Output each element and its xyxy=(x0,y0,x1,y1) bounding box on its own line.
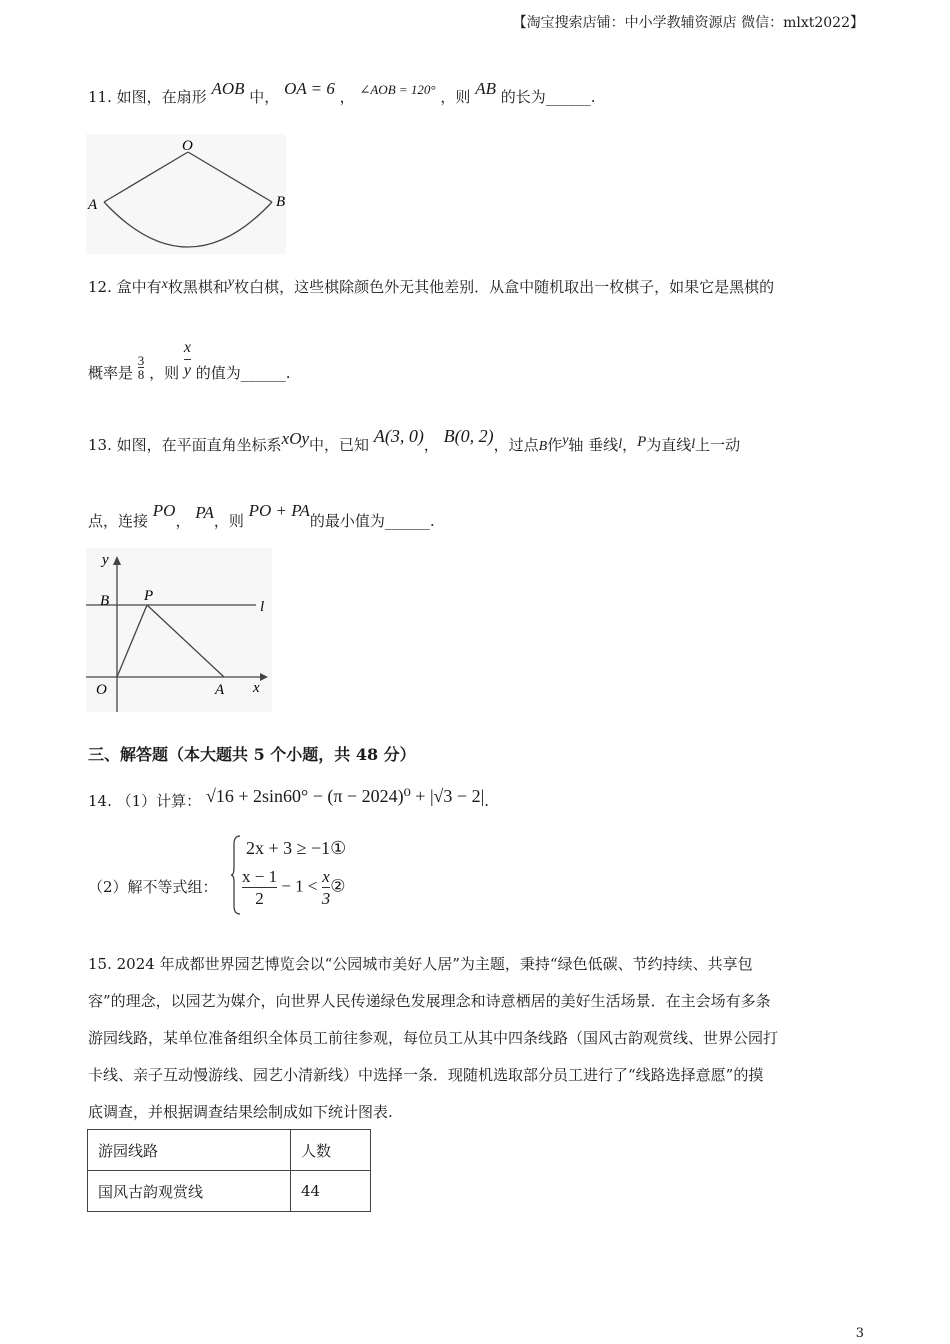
table-cell: 国风古韵观赏线 xyxy=(88,1171,291,1212)
q11-sector: AOB xyxy=(211,79,245,98)
q13-point-a: A(3, 0) xyxy=(373,426,424,446)
inequality-2 xyxy=(242,868,346,907)
q11-text: 如图，在扇形 xyxy=(116,88,207,106)
frac-num: x xyxy=(322,867,330,886)
q12-text: 的值为______. xyxy=(195,363,291,382)
q12-text: 枚白棋，这些棋除颜色外无其他差别．从盒中随机取出一枚棋子，如果它是黑棋的 xyxy=(234,278,775,296)
table-header-row xyxy=(88,1130,371,1171)
q13-var-p: P xyxy=(637,434,647,450)
q11-text: 中， xyxy=(249,88,280,106)
probability-fraction xyxy=(138,354,145,381)
q11-angle: ∠AOB = 120° xyxy=(359,82,436,97)
q13-system: xOy xyxy=(281,429,310,448)
q11-text: 的长为______. xyxy=(500,88,596,106)
circled-number: ② xyxy=(330,876,346,896)
q13-text: ， xyxy=(622,436,638,454)
table-cell: 44 xyxy=(291,1171,371,1212)
q13-var-b: B xyxy=(538,439,548,454)
ineq2-left-fraction xyxy=(242,868,277,907)
page-header: 【淘宝搜索店铺：中小学教辅资源店 微信：mlxt2022】 xyxy=(512,15,864,31)
question-number: 12. xyxy=(88,278,112,296)
q15-line: 游园线路，某单位准备组织全体员工前往参观，每位员工从其中四条线路（国风古韵观赏线、世界公园打 xyxy=(88,1029,779,1047)
question-13-line2 xyxy=(88,501,435,531)
question-number: 14. xyxy=(88,792,112,810)
frac-num: 3 xyxy=(137,353,145,368)
q13-point-b: B(0, 2) xyxy=(443,426,494,446)
q15-line: 容”的理念，以园艺为媒介，向世界人民传递绿色发展理念和诗意栖居的美好生活场景．在主会场有多条 xyxy=(88,992,771,1010)
q13-var-l: l xyxy=(691,437,696,452)
q13-text: 为直线 xyxy=(646,436,692,454)
question-14-part1 xyxy=(88,786,489,811)
q14-label: （1）计算： xyxy=(116,792,202,810)
q12-var-y: y xyxy=(227,275,235,290)
question-number: 13. xyxy=(88,436,112,454)
table-row xyxy=(88,1171,371,1212)
q13-po: PO xyxy=(152,501,176,520)
q13-text: 点，连接 xyxy=(88,512,149,530)
page-number: 3 xyxy=(855,1326,864,1341)
q15-line: 底调查，并根据调查结果绘制成如下统计图表. xyxy=(88,1103,393,1121)
q13-text: 如图，在平面直角坐标系 xyxy=(116,436,282,454)
label-p: P xyxy=(144,588,154,604)
ineq2-right-fraction xyxy=(322,868,331,907)
frac-bar xyxy=(322,887,331,888)
q11-oa: OA = 6 xyxy=(284,79,335,98)
q12-text: 盒中有 xyxy=(116,278,162,296)
section-title: 三、解答题（本大题共 5 个小题，共 48 分） xyxy=(88,745,416,764)
q15-line: 卡线、亲子互动慢游线、园艺小清新线）中选择一条．现随机选取部分员工进行了“线路选择意愿”的摸 xyxy=(88,1066,764,1084)
question-number: 11. xyxy=(88,88,112,106)
frac-num: x − 1 xyxy=(242,867,278,886)
q14-part2-label: （2）解不等式组： xyxy=(88,878,218,896)
question-11 xyxy=(88,79,596,107)
question-12 xyxy=(88,276,774,297)
ratio-fraction xyxy=(184,340,191,379)
frac-den: 8 xyxy=(137,367,145,382)
ineq2-mid: − 1 < xyxy=(281,876,318,896)
q14-expression: √16 + 2sin60° − (π − 2024)⁰ + |√3 − 2| xyxy=(205,786,485,806)
q11-text: ， xyxy=(339,88,355,106)
label-o: O xyxy=(182,138,193,154)
q13-text: 上一动 xyxy=(695,436,741,454)
q14-text: . xyxy=(484,792,489,810)
q12-text: 概率是 xyxy=(88,363,134,382)
frac-bar xyxy=(242,887,277,888)
route-table xyxy=(87,1129,371,1212)
q13-var-l: l xyxy=(618,437,623,452)
q12-text: 枚黑棋和 xyxy=(167,278,228,296)
label-o: O xyxy=(96,682,107,698)
table-header-cell: 人数 xyxy=(291,1130,371,1171)
label-b: B xyxy=(276,194,286,210)
coordinate-figure xyxy=(86,548,272,712)
q12-text: ，则 xyxy=(149,363,180,382)
q15-line: 15. 2024 年成都世界园艺博览会以“公园城市美好人居”为主题，秉持“绿色低碳、节约持续、共享包 xyxy=(88,955,753,973)
inequality-1: 2x + 3 ≥ −1① xyxy=(246,838,347,858)
brace-icon xyxy=(230,834,242,916)
frac-num: x xyxy=(183,339,191,356)
frac-den: 2 xyxy=(255,889,264,908)
inequality-system xyxy=(230,834,360,916)
q12-var-x: x xyxy=(161,277,168,292)
label-l: l xyxy=(260,599,265,615)
label-a: A xyxy=(88,197,98,213)
q13-text: ，过点 xyxy=(493,436,539,454)
q13-sum: PO + PA xyxy=(248,501,310,520)
label-a: A xyxy=(215,682,225,698)
question-15 xyxy=(88,946,778,1131)
frac-den: y xyxy=(183,362,191,379)
frac-den: 3 xyxy=(321,889,331,908)
table-header-cell: 游园线路 xyxy=(88,1130,291,1171)
label-y: y xyxy=(102,552,109,568)
q13-text: 轴 垂线 xyxy=(568,436,619,454)
question-12-line2 xyxy=(88,339,291,382)
q13-text: ，则 xyxy=(213,512,244,530)
label-x: x xyxy=(253,680,260,696)
q13-var-y: y xyxy=(562,433,569,448)
q13-pa: PA xyxy=(195,503,214,522)
q11-arc: AB xyxy=(475,79,496,98)
q13-text: ， xyxy=(175,512,191,530)
question-13 xyxy=(88,426,741,455)
q13-text: 作 xyxy=(547,436,563,454)
q11-text: ，则 xyxy=(440,88,471,106)
frac-bar xyxy=(184,359,191,360)
q13-text: 的最小值为______. xyxy=(309,512,435,530)
sector-figure xyxy=(86,134,286,254)
q13-text: ， xyxy=(423,436,439,454)
label-b: B xyxy=(100,593,110,609)
q13-text: 中，已知 xyxy=(309,436,370,454)
